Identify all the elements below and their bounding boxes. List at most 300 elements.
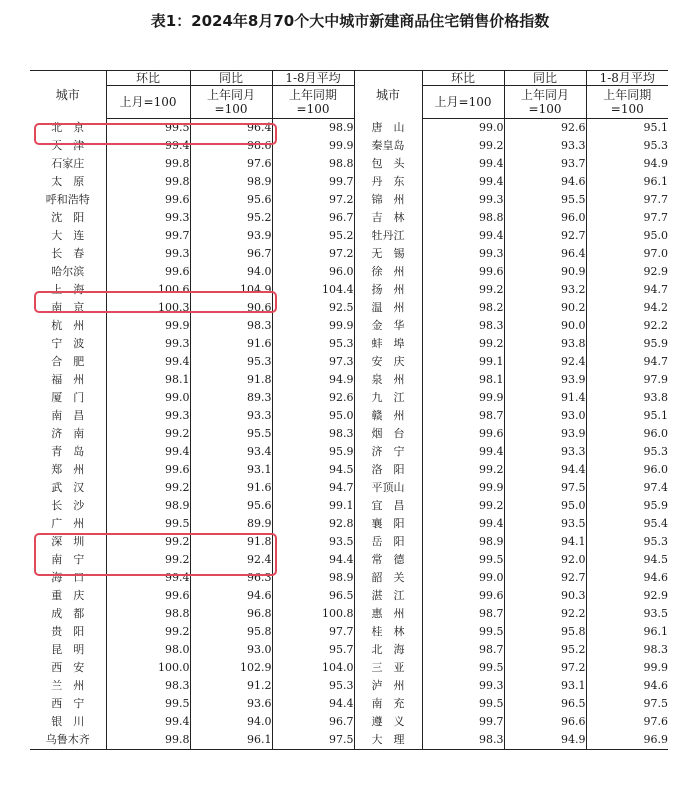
yoy-value-left: 98.9 <box>190 173 272 191</box>
city-name-left: 武 汉 <box>30 479 106 497</box>
ytd-value-left: 98.9 <box>272 569 354 587</box>
mom-value-left: 99.2 <box>106 551 190 569</box>
ytd-value-left: 96.5 <box>272 587 354 605</box>
yoy-value-left: 94.6 <box>190 587 272 605</box>
mom-value-left: 98.1 <box>106 371 190 389</box>
yoy-value-right: 91.4 <box>504 389 586 407</box>
city-name-left: 长 沙 <box>30 497 106 515</box>
yoy-value-left: 102.9 <box>190 659 272 677</box>
mom-value-right: 99.5 <box>422 623 504 641</box>
mom-value-right: 98.1 <box>422 371 504 389</box>
ytd-value-left: 92.6 <box>272 389 354 407</box>
mom-value-left: 99.3 <box>106 335 190 353</box>
city-name-right: 岳 阳 <box>354 533 422 551</box>
ytd-value-right: 96.0 <box>643 463 668 476</box>
ytd-value-left: 97.5 <box>272 731 354 750</box>
yoy-value-left: 95.5 <box>190 425 272 443</box>
yoy-value-left: 93.0 <box>190 641 272 659</box>
mom-value-right: 99.4 <box>422 443 504 461</box>
mom-value-right: 98.2 <box>422 299 504 317</box>
table-row <box>30 461 668 479</box>
ytd-value-right: 95.9 <box>643 499 668 512</box>
table-row <box>30 587 668 605</box>
header-mom-sub-left: 上月=100 <box>106 86 190 119</box>
yoy-value-left: 94.0 <box>190 713 272 731</box>
mom-value-left: 99.5 <box>106 515 190 533</box>
ytd-value-right: 97.0 <box>643 247 668 260</box>
city-name-left: 青 岛 <box>30 443 106 461</box>
ytd-value-left: 95.0 <box>272 407 354 425</box>
yoy-value-left: 96.1 <box>190 731 272 750</box>
ytd-value-left: 99.7 <box>272 173 354 191</box>
yoy-value-right: 90.2 <box>504 299 586 317</box>
mom-value-left: 99.2 <box>106 425 190 443</box>
ytd-value-right: 95.0 <box>643 229 668 242</box>
city-name-right: 吉 林 <box>354 209 422 227</box>
mom-value-left: 99.5 <box>106 119 190 138</box>
mom-value-left: 99.4 <box>106 137 190 155</box>
ytd-value-right: 97.7 <box>643 193 668 206</box>
yoy-value-left: 96.4 <box>190 119 272 138</box>
ytd-value-right: 97.6 <box>643 715 668 728</box>
ytd-value-right: 94.6 <box>643 571 668 584</box>
city-name-right: 包 头 <box>354 155 422 173</box>
ytd-value-right: 96.9 <box>586 731 668 750</box>
ytd-value-left: 92.5 <box>272 299 354 317</box>
table-title: 表1：2024年8月70个大中城市新建商品住宅销售价格指数 <box>150 12 550 30</box>
table-row <box>30 335 668 353</box>
ytd-value-left: 97.3 <box>272 353 354 371</box>
mom-value-right: 99.6 <box>422 263 504 281</box>
ytd-value-right: 92.2 <box>643 319 668 332</box>
city-name-right: 秦皇岛 <box>354 137 422 155</box>
city-name-left: 哈尔滨 <box>30 263 106 281</box>
yoy-value-left: 91.8 <box>190 533 272 551</box>
header-ytd-sub-right: 上年同期 =100 <box>586 86 668 119</box>
yoy-value-right: 95.2 <box>504 641 586 659</box>
city-name-left: 乌鲁木齐 <box>30 731 106 750</box>
table-row <box>30 119 668 138</box>
mom-value-left: 98.0 <box>106 641 190 659</box>
yoy-value-right: 92.7 <box>504 569 586 587</box>
yoy-value-left: 89.9 <box>190 515 272 533</box>
city-name-left: 贵 阳 <box>30 623 106 641</box>
mom-value-left: 99.3 <box>106 407 190 425</box>
yoy-value-left: 98.6 <box>190 137 272 155</box>
city-name-left: 杭 州 <box>30 317 106 335</box>
mom-value-right: 99.6 <box>422 425 504 443</box>
city-name-right: 丹 东 <box>354 173 422 191</box>
city-name-right: 遵 义 <box>354 713 422 731</box>
yoy-value-right: 93.5 <box>504 515 586 533</box>
city-name-right: 常 德 <box>354 551 422 569</box>
mom-value-left: 99.9 <box>106 317 190 335</box>
yoy-value-right: 95.0 <box>504 497 586 515</box>
table-row <box>30 371 668 389</box>
header-mom-left: 环比 <box>106 71 190 86</box>
mom-value-left: 99.2 <box>106 623 190 641</box>
header-ytd-left: 1-8月平均 <box>272 71 354 86</box>
yoy-value-right: 93.7 <box>504 155 586 173</box>
yoy-value-left: 94.0 <box>190 263 272 281</box>
mom-value-right: 99.6 <box>422 587 504 605</box>
city-name-left: 大 连 <box>30 227 106 245</box>
yoy-value-right: 90.3 <box>504 587 586 605</box>
ytd-value-right: 95.1 <box>643 409 668 422</box>
ytd-value-left: 95.9 <box>272 443 354 461</box>
mom-value-right: 99.5 <box>422 695 504 713</box>
city-name-right: 桂 林 <box>354 623 422 641</box>
city-name-left: 福 州 <box>30 371 106 389</box>
mom-value-right: 99.4 <box>422 515 504 533</box>
mom-value-left: 98.8 <box>106 605 190 623</box>
city-name-left: 厦 门 <box>30 389 106 407</box>
city-name-right: 泉 州 <box>354 371 422 389</box>
mom-value-left: 99.6 <box>106 263 190 281</box>
ytd-value-left: 95.7 <box>272 641 354 659</box>
table-row <box>30 227 668 245</box>
city-name-left: 海 口 <box>30 569 106 587</box>
header-ytd-right: 1-8月平均 <box>586 71 668 86</box>
yoy-value-left: 91.2 <box>190 677 272 695</box>
mom-value-right: 99.9 <box>422 479 504 497</box>
yoy-value-right: 94.4 <box>504 461 586 479</box>
ytd-value-right: 94.2 <box>643 301 668 314</box>
yoy-value-left: 104.9 <box>190 281 272 299</box>
city-name-left: 南 宁 <box>30 551 106 569</box>
ytd-value-right: 94.5 <box>643 553 668 566</box>
ytd-value-left: 94.5 <box>272 461 354 479</box>
yoy-value-right: 95.8 <box>504 623 586 641</box>
city-name-right: 唐 山 <box>354 119 422 138</box>
city-name-right: 锦 州 <box>354 191 422 209</box>
city-name-left: 沈 阳 <box>30 209 106 227</box>
table-row <box>30 263 668 281</box>
yoy-value-right: 96.6 <box>504 713 586 731</box>
table-row <box>30 605 668 623</box>
table-row <box>30 731 668 750</box>
ytd-value-right: 94.9 <box>643 157 668 170</box>
ytd-value-right: 97.9 <box>643 373 668 386</box>
city-name-right: 蚌 埠 <box>354 335 422 353</box>
city-name-right: 赣 州 <box>354 407 422 425</box>
table-row <box>30 173 668 191</box>
ytd-value-left: 92.8 <box>272 515 354 533</box>
mom-value-left: 98.3 <box>106 677 190 695</box>
table-row <box>30 443 668 461</box>
ytd-value-right: 97.4 <box>643 481 668 494</box>
ytd-value-right: 97.5 <box>643 697 668 710</box>
header-city-left: 城市 <box>30 71 106 119</box>
yoy-value-right: 94.6 <box>504 173 586 191</box>
mom-value-left: 99.8 <box>106 155 190 173</box>
mom-value-right: 99.0 <box>422 569 504 587</box>
yoy-value-right: 90.0 <box>504 317 586 335</box>
yoy-value-right: 97.2 <box>504 659 586 677</box>
ytd-value-right: 96.0 <box>643 427 668 440</box>
city-name-left: 石家庄 <box>30 155 106 173</box>
ytd-value-right: 94.7 <box>643 355 668 368</box>
city-name-left: 南 昌 <box>30 407 106 425</box>
table-row <box>30 299 668 317</box>
city-name-left: 兰 州 <box>30 677 106 695</box>
city-name-right: 北 海 <box>354 641 422 659</box>
header-mom-right: 环比 <box>422 71 504 86</box>
header-ytd-sub-left: 上年同期 =100 <box>272 86 354 119</box>
mom-value-right: 98.3 <box>422 317 504 335</box>
yoy-value-right: 92.6 <box>504 119 586 138</box>
mom-value-left: 100.6 <box>106 281 190 299</box>
table-row <box>30 695 668 713</box>
city-name-left: 南 京 <box>30 299 106 317</box>
mom-value-right: 99.3 <box>422 677 504 695</box>
city-name-right: 温 州 <box>354 299 422 317</box>
mom-value-right: 99.9 <box>422 389 504 407</box>
table-row <box>30 641 668 659</box>
table-row <box>30 551 668 569</box>
yoy-value-left: 89.3 <box>190 389 272 407</box>
city-name-left: 广 州 <box>30 515 106 533</box>
table-row <box>30 317 668 335</box>
yoy-value-right: 95.5 <box>504 191 586 209</box>
table-row <box>30 623 668 641</box>
city-name-right: 襄 阳 <box>354 515 422 533</box>
ytd-value-left: 98.9 <box>272 119 354 138</box>
ytd-value-right: 95.9 <box>643 337 668 350</box>
mom-value-left: 99.4 <box>106 353 190 371</box>
city-name-left: 昆 明 <box>30 641 106 659</box>
city-name-left: 上 海 <box>30 281 106 299</box>
ytd-value-right: 96.1 <box>643 175 668 188</box>
mom-value-right: 98.8 <box>422 209 504 227</box>
yoy-value-left: 93.4 <box>190 443 272 461</box>
mom-value-right: 98.7 <box>422 605 504 623</box>
table-row <box>30 569 668 587</box>
yoy-value-left: 90.6 <box>190 299 272 317</box>
mom-value-right: 99.5 <box>422 659 504 677</box>
yoy-value-right: 93.3 <box>504 137 586 155</box>
table-row <box>30 353 668 371</box>
mom-value-left: 99.3 <box>106 209 190 227</box>
ytd-value-left: 104.0 <box>272 659 354 677</box>
yoy-value-left: 91.8 <box>190 371 272 389</box>
table-row <box>30 533 668 551</box>
city-name-right: 三 亚 <box>354 659 422 677</box>
table-row <box>30 407 668 425</box>
yoy-value-right: 94.9 <box>504 731 586 750</box>
table-row <box>30 497 668 515</box>
ytd-value-left: 96.0 <box>272 263 354 281</box>
mom-value-left: 99.6 <box>106 461 190 479</box>
mom-value-right: 98.9 <box>422 533 504 551</box>
ytd-value-right: 93.8 <box>643 391 668 404</box>
city-name-left: 银 川 <box>30 713 106 731</box>
mom-value-right: 99.2 <box>422 137 504 155</box>
city-name-right: 扬 州 <box>354 281 422 299</box>
mom-value-right: 99.0 <box>422 119 504 138</box>
yoy-value-right: 90.9 <box>504 263 586 281</box>
yoy-value-right: 96.0 <box>504 209 586 227</box>
header-yoy-sub-left: 上年同月 =100 <box>190 86 272 119</box>
ytd-value-left: 100.8 <box>272 605 354 623</box>
ytd-value-left: 98.3 <box>272 425 354 443</box>
table-row <box>30 425 668 443</box>
yoy-value-left: 95.6 <box>190 497 272 515</box>
table-row <box>30 137 668 155</box>
ytd-value-left: 98.8 <box>272 155 354 173</box>
ytd-value-right: 96.1 <box>643 625 668 638</box>
yoy-value-left: 95.3 <box>190 353 272 371</box>
ytd-value-right: 95.3 <box>643 139 668 152</box>
ytd-value-right: 92.9 <box>643 265 668 278</box>
city-name-left: 北 京 <box>30 119 106 138</box>
city-name-right: 金 华 <box>354 317 422 335</box>
mom-value-left: 99.6 <box>106 587 190 605</box>
mom-value-right: 99.3 <box>422 245 504 263</box>
ytd-value-right: 95.3 <box>643 445 668 458</box>
yoy-value-left: 96.7 <box>190 245 272 263</box>
ytd-value-left: 94.4 <box>272 551 354 569</box>
ytd-value-right: 95.1 <box>643 121 668 134</box>
yoy-value-right: 92.7 <box>504 227 586 245</box>
price-index-table <box>30 70 668 750</box>
yoy-value-left: 95.6 <box>190 191 272 209</box>
city-name-left: 西 安 <box>30 659 106 677</box>
header-yoy-sub-right: 上年同月 =100 <box>504 86 586 119</box>
mom-value-left: 99.6 <box>106 191 190 209</box>
ytd-value-right: 94.6 <box>643 679 668 692</box>
city-name-left: 合 肥 <box>30 353 106 371</box>
yoy-value-left: 97.6 <box>190 155 272 173</box>
mom-value-right: 99.4 <box>422 173 504 191</box>
ytd-value-right: 93.5 <box>643 607 668 620</box>
mom-value-right: 99.3 <box>422 191 504 209</box>
city-name-left: 济 南 <box>30 425 106 443</box>
city-name-right: 济 宁 <box>354 443 422 461</box>
yoy-value-left: 93.6 <box>190 695 272 713</box>
mom-value-right: 99.2 <box>422 497 504 515</box>
ytd-value-right: 98.3 <box>643 643 668 656</box>
mom-value-left: 99.5 <box>106 695 190 713</box>
ytd-value-left: 97.2 <box>272 245 354 263</box>
yoy-value-right: 97.5 <box>504 479 586 497</box>
yoy-value-left: 93.9 <box>190 227 272 245</box>
ytd-value-left: 94.7 <box>272 479 354 497</box>
city-name-right: 宜 昌 <box>354 497 422 515</box>
header-yoy-left: 同比 <box>190 71 272 86</box>
yoy-value-right: 93.9 <box>504 371 586 389</box>
yoy-value-left: 91.6 <box>190 335 272 353</box>
city-name-right: 平顶山 <box>354 479 422 497</box>
table-row <box>30 515 668 533</box>
city-name-right: 大 理 <box>354 731 422 750</box>
city-name-right: 无 锡 <box>354 245 422 263</box>
mom-value-right: 99.2 <box>422 461 504 479</box>
mom-value-left: 99.3 <box>106 245 190 263</box>
city-name-right: 安 庆 <box>354 353 422 371</box>
ytd-value-left: 94.4 <box>272 695 354 713</box>
yoy-value-right: 93.9 <box>504 425 586 443</box>
ytd-value-left: 97.7 <box>272 623 354 641</box>
ytd-value-left: 96.7 <box>272 209 354 227</box>
city-name-right: 南 充 <box>354 695 422 713</box>
ytd-value-left: 99.9 <box>272 317 354 335</box>
city-name-left: 长 春 <box>30 245 106 263</box>
mom-value-left: 98.9 <box>106 497 190 515</box>
city-name-right: 湛 江 <box>354 587 422 605</box>
table-row <box>30 677 668 695</box>
header-yoy-right: 同比 <box>504 71 586 86</box>
ytd-value-right: 99.9 <box>643 661 668 674</box>
yoy-value-right: 94.1 <box>504 533 586 551</box>
table-row <box>30 389 668 407</box>
yoy-value-right: 96.4 <box>504 245 586 263</box>
city-name-left: 太 原 <box>30 173 106 191</box>
yoy-value-left: 93.3 <box>190 407 272 425</box>
city-name-right: 九 江 <box>354 389 422 407</box>
city-name-left: 呼和浩特 <box>30 191 106 209</box>
city-name-right: 惠 州 <box>354 605 422 623</box>
mom-value-left: 99.2 <box>106 533 190 551</box>
mom-value-left: 99.0 <box>106 389 190 407</box>
yoy-value-right: 93.0 <box>504 407 586 425</box>
mom-value-right: 99.2 <box>422 281 504 299</box>
table-row <box>30 191 668 209</box>
ytd-value-left: 95.3 <box>272 335 354 353</box>
table-row <box>30 479 668 497</box>
table-row <box>30 713 668 731</box>
mom-value-left: 100.3 <box>106 299 190 317</box>
city-name-right: 韶 关 <box>354 569 422 587</box>
yoy-value-right: 92.2 <box>504 605 586 623</box>
mom-value-left: 99.4 <box>106 443 190 461</box>
mom-value-left: 100.0 <box>106 659 190 677</box>
ytd-value-left: 99.9 <box>272 137 354 155</box>
ytd-value-left: 99.1 <box>272 497 354 515</box>
city-name-left: 深 圳 <box>30 533 106 551</box>
mom-value-right: 99.4 <box>422 227 504 245</box>
mom-value-left: 99.7 <box>106 227 190 245</box>
ytd-value-left: 96.7 <box>272 713 354 731</box>
city-name-right: 泸 州 <box>354 677 422 695</box>
ytd-value-left: 97.2 <box>272 191 354 209</box>
ytd-value-right: 94.7 <box>643 283 668 296</box>
city-name-left: 重 庆 <box>30 587 106 605</box>
mom-value-left: 99.2 <box>106 479 190 497</box>
city-name-right: 牡丹江 <box>354 227 422 245</box>
mom-value-right: 99.2 <box>422 335 504 353</box>
mom-value-right: 98.7 <box>422 407 504 425</box>
yoy-value-left: 91.6 <box>190 479 272 497</box>
ytd-value-right: 92.9 <box>643 589 668 602</box>
city-name-right: 洛 阳 <box>354 461 422 479</box>
mom-value-right: 99.7 <box>422 713 504 731</box>
mom-value-left: 99.4 <box>106 569 190 587</box>
table-row <box>30 245 668 263</box>
ytd-value-left: 93.5 <box>272 533 354 551</box>
table-row <box>30 155 668 173</box>
mom-value-right: 99.1 <box>422 353 504 371</box>
ytd-value-left: 95.3 <box>272 677 354 695</box>
ytd-value-left: 94.9 <box>272 371 354 389</box>
yoy-value-left: 92.4 <box>190 551 272 569</box>
table-row <box>30 209 668 227</box>
mom-value-left: 99.8 <box>106 173 190 191</box>
mom-value-left: 99.4 <box>106 713 190 731</box>
yoy-value-right: 96.5 <box>504 695 586 713</box>
table-row <box>30 281 668 299</box>
yoy-value-right: 93.8 <box>504 335 586 353</box>
